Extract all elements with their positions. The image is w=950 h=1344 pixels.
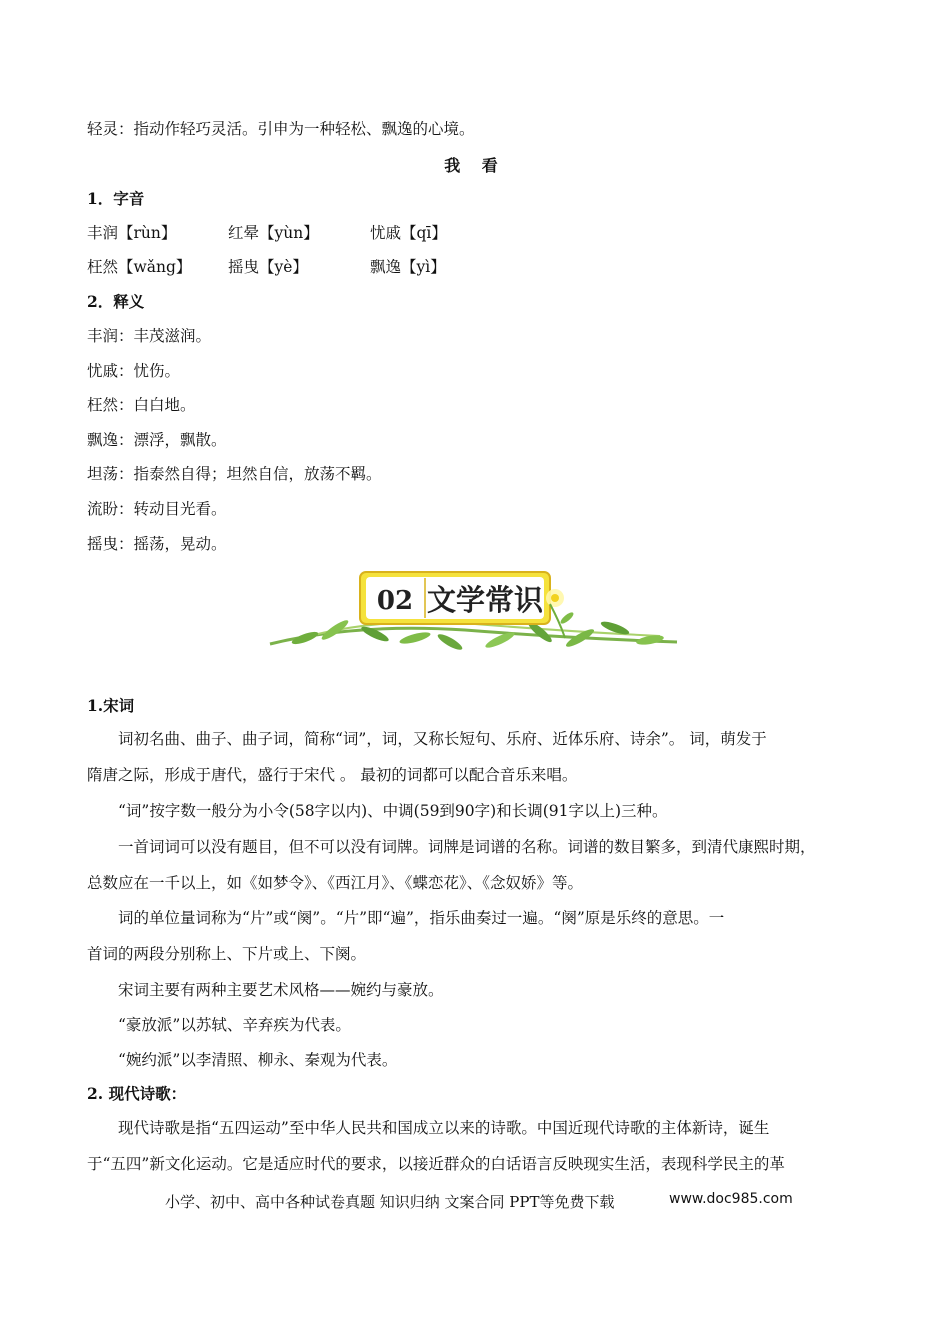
meanings-heading: 2．释义 <box>87 292 145 311</box>
meaning-item: 丰润：丰茂滋润。 <box>87 327 212 345</box>
meaning-item: 枉然：白白地。 <box>87 396 196 414</box>
pronunciation-item: 丰润【rùn】 <box>87 224 177 242</box>
meaning-item: 飘逸：漂浮，飘散。 <box>87 431 227 449</box>
pronunciation-item: 忧戚【qī】 <box>370 224 447 242</box>
modern-poetry-line: 于“五四”新文化运动。它是适应时代的要求，以接近群众的白话语言反映现实生活，表现科学民主的革 <box>87 1155 785 1173</box>
pronunciation-item: 红晕【yùn】 <box>228 224 319 242</box>
modern-poetry-line: 现代诗歌是指“五四运动”至中华人民共和国成立以来的诗歌。中国近现代诗歌的主体新诗，诞生 <box>118 1119 770 1137</box>
songci-paragraph-line: 首词的两段分别称上、下片或上、下阕。 <box>87 945 367 963</box>
meaning-item: 流盼：转动目光看。 <box>87 500 227 518</box>
footer-url[interactable]: www.doc985.com <box>669 1191 793 1207</box>
modern-poetry-heading: 2. 现代诗歌： <box>87 1084 187 1103</box>
section-title: 我 看 <box>444 156 506 175</box>
songci-paragraph: “词”按字数一般分为小令(58字以内)、中调(59到90字)和长调(91字以上)三种。 <box>118 802 668 820</box>
songci-paragraph-line: 总数应在一千以上，如《如梦令》、《西江月》、《蝶恋花》、《念奴娇》等。 <box>87 874 584 892</box>
footer-text: 小学、初中、高中各种试卷真题 知识归纳 文案合同 PPT等免费下载 <box>165 1193 615 1211</box>
songci-paragraph-line: 词的单位量词称为“片”或“阕”。“片”即“遍”，指乐曲奏过一遍。“阕”原是乐终的意思。一 <box>118 909 725 927</box>
pronunciation-heading: 1．字音 <box>87 189 145 208</box>
banner-number: 02 <box>376 586 414 616</box>
literature-knowledge-banner <box>265 568 685 658</box>
pronunciation-item: 飘逸【yì】 <box>370 258 446 276</box>
meaning-item: 忧戚：忧伤。 <box>87 362 181 380</box>
songci-paragraph: “婉约派”以李清照、柳永、秦观为代表。 <box>118 1051 398 1069</box>
songci-heading: 1.宋词 <box>87 696 135 715</box>
pronunciation-item: 摇曳【yè】 <box>228 258 308 276</box>
meaning-item: 摇曳：摇荡，晃动。 <box>87 535 227 553</box>
banner-box <box>360 572 550 624</box>
songci-paragraph-line: 词初名曲、曲子、曲子词，简称“词”，词，又称长短句、乐府、近体乐府、诗余”。 词，萌发于 <box>118 730 767 748</box>
banner-title: 文学常识 <box>426 583 544 617</box>
songci-paragraph-line: 一首词词可以没有题目，但不可以没有词牌。词牌是词谱的名称。词谱的数目繁多，到清代康熙时期， <box>118 838 816 856</box>
songci-paragraph: 宋词主要有两种主要艺术风格——婉约与豪放。 <box>118 981 444 999</box>
meaning-item: 坦荡：指泰然自得；坦然自信，放荡不羁。 <box>87 465 382 483</box>
songci-paragraph: “豪放派”以苏轼、辛弃疾为代表。 <box>118 1016 351 1034</box>
definition-qingling: 轻灵：指动作轻巧灵活。引申为一种轻松、飘逸的心境。 <box>87 120 475 138</box>
songci-paragraph-line: 隋唐之际，形成于唐代，盛行于宋代 。 最初的词都可以配合音乐来唱。 <box>87 766 578 784</box>
pronunciation-item: 枉然【wǎng】 <box>87 258 192 276</box>
